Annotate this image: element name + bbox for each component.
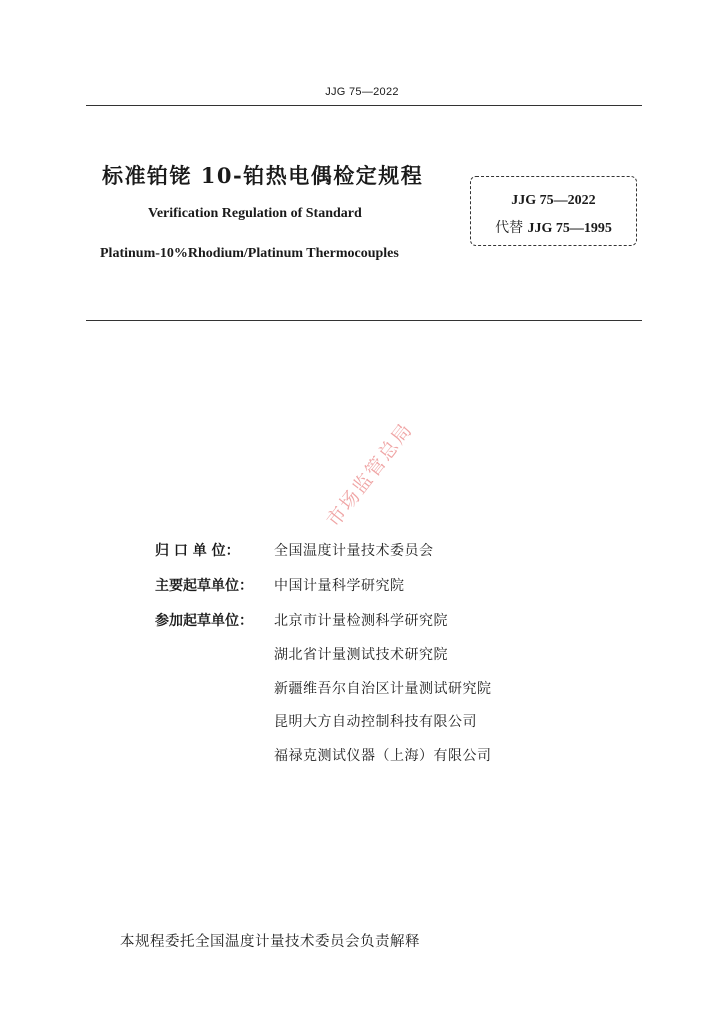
participating-unit: 北京市计量检测科学研究院 [274,613,448,629]
responsible-unit-label: 归 口 单 位： [155,543,240,559]
header-standard-code: JJG 75—2022 [325,86,399,98]
top-divider [86,105,642,106]
participating-unit: 湖北省计量测试技术研究院 [274,647,448,663]
interpretation-note: 本规程委托全国温度计量技术委员会负责解释 [120,934,420,950]
responsible-unit-value: 全国温度计量技术委员会 [274,543,434,559]
participating-unit: 昆明大方自动控制科技有限公司 [274,714,477,730]
replaces-code-number: JJG 75—1995 [527,221,612,236]
watermark: 市场监管总局 [322,418,418,532]
participating-unit: 新疆维吾尔自治区计量测试研究院 [274,681,492,697]
title-english-line-2: Platinum-10%Rhodium/Platinum Thermocouples [100,246,399,261]
standard-code: JJG 75—2022 [511,193,596,208]
replaces-code [470,217,637,237]
participating-unit: 福禄克测试仪器（上海）有限公司 [274,748,492,764]
participating-units-label: 参加起草单位： [155,613,253,629]
title-chinese: 标准铂铑 10-铂热电偶检定规程 [102,163,424,188]
main-drafting-unit-label: 主要起草单位： [155,578,253,594]
title-english-line-1: Verification Regulation of Standard [148,206,362,221]
main-drafting-unit-value: 中国计量科学研究院 [274,578,405,594]
replaces-prefix: 代替 [495,220,524,236]
bottom-divider [86,320,642,321]
